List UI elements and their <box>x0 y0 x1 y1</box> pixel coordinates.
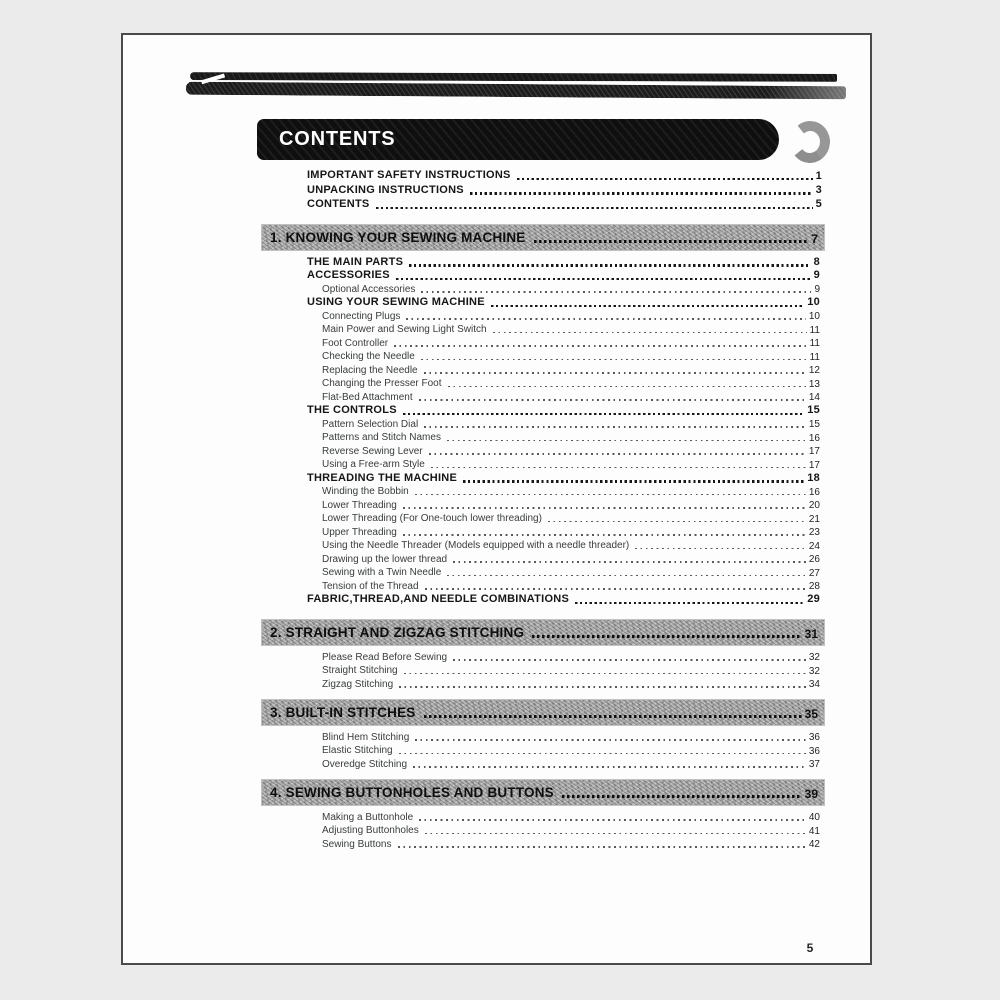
section-title: 4. SEWING BUTTONHOLES AND BUTTONS <box>270 785 554 800</box>
dotted-leader <box>403 507 806 509</box>
section-sewing-buttonholes-and-buttons <box>262 780 824 851</box>
dotted-leader <box>409 264 810 266</box>
toc-item-label: Changing the Presser Foot <box>322 378 442 390</box>
toc-item-page: 9 <box>814 284 820 295</box>
toc-row <box>307 824 820 838</box>
dotted-leader <box>424 372 806 374</box>
toc-item-label: Sewing Buttons <box>322 838 392 850</box>
page-number: 5 <box>806 941 814 955</box>
toc-row <box>307 363 820 377</box>
toc-row <box>307 744 820 758</box>
toc-row <box>307 390 820 404</box>
section-items <box>307 650 820 691</box>
toc-item-page: 11 <box>809 324 820 336</box>
dotted-leader <box>453 561 806 563</box>
toc-item-page: 40 <box>808 812 820 823</box>
toc-item-page: 32 <box>808 652 820 663</box>
toc-row <box>307 579 820 593</box>
toc-item-label: THE MAIN PARTS <box>307 255 404 268</box>
toc-row <box>307 350 820 364</box>
toc-item-label: THREADING THE MACHINE <box>307 471 458 484</box>
toc-item-page: 13 <box>808 378 820 390</box>
section-page-number: 7 <box>811 231 818 246</box>
toc-item-label: Flat-Bed Attachment <box>322 391 413 403</box>
toc-row <box>307 664 820 678</box>
dotted-leader <box>448 386 806 388</box>
toc-item-page: 36 <box>808 745 820 757</box>
toc-row <box>307 539 820 553</box>
toc-row <box>307 730 820 744</box>
toc-row <box>307 471 820 485</box>
section-items <box>307 730 820 771</box>
toc-row <box>307 810 820 824</box>
toc-item-label: Using a Free-arm Style <box>322 459 425 471</box>
dotted-leader <box>562 795 802 798</box>
toc-item-label: Lower Threading <box>322 499 397 511</box>
dotted-leader <box>431 467 806 469</box>
toc-item-page: 24 <box>808 540 820 552</box>
dotted-leader <box>403 413 804 415</box>
toc-item-label: Foot Controller <box>322 337 389 349</box>
toc-item-label: Straight Stitching <box>322 665 398 677</box>
toc-item-label: Main Power and Sewing Light Switch <box>322 324 487 336</box>
dotted-leader <box>447 575 806 577</box>
toc-item-page: 14 <box>808 392 820 403</box>
toc-item-page: 17 <box>808 459 820 471</box>
toc-item-page: 28 <box>808 581 820 592</box>
toc-row <box>307 525 820 539</box>
toc-row <box>307 282 820 296</box>
banner-crescent-decoration <box>788 119 832 165</box>
section-built-in-stitches <box>262 700 824 771</box>
toc-item-label: Drawing up the lower thread <box>322 553 448 565</box>
toc-item-label: Reverse Sewing Lever <box>322 445 423 457</box>
dotted-leader <box>425 833 806 835</box>
toc-item-page: 9 <box>813 269 820 282</box>
toc-item-page: 23 <box>808 527 820 538</box>
toc-row <box>307 377 820 391</box>
toc-item-page: 8 <box>813 255 820 268</box>
dotted-leader <box>575 602 804 604</box>
dotted-leader <box>635 548 806 550</box>
front-matter-list <box>307 168 822 211</box>
dotted-leader <box>404 673 806 675</box>
toc-item-page: 36 <box>808 732 820 743</box>
dotted-leader <box>493 332 807 334</box>
toc-row <box>307 485 820 499</box>
toc-item-label: Elastic Stitching <box>322 745 393 757</box>
dotted-leader <box>376 207 813 209</box>
toc-item-label: IMPORTANT SAFETY INSTRUCTIONS <box>307 169 511 182</box>
toc-item-label: Using the Needle Threader (Models equipped with a needle threader) <box>322 540 630 552</box>
section-heading-band <box>262 620 824 645</box>
contents-banner <box>257 119 779 160</box>
dotted-leader <box>534 240 809 243</box>
section-title: 2. STRAIGHT AND ZIGZAG STITCHING <box>270 625 525 640</box>
toc-row <box>307 837 820 851</box>
toc-item-page: 37 <box>808 759 820 770</box>
toc-item-label: Please Read Before Sewing <box>322 651 448 663</box>
toc-item-label: Upper Threading <box>322 526 397 538</box>
dotted-leader <box>419 399 806 401</box>
toc-item-label: ACCESSORIES <box>307 269 390 282</box>
toc-row <box>307 757 820 771</box>
toc-item-label: Optional Accessories <box>322 283 416 295</box>
toc-item-page: 15 <box>808 419 820 430</box>
toc-item-label: Adjusting Buttonholes <box>322 825 419 837</box>
top-bar-lower-stripe <box>186 82 846 100</box>
toc-row <box>307 552 820 566</box>
toc-item-label: Checking the Needle <box>322 351 415 363</box>
section-heading-band <box>262 700 824 725</box>
section-heading-band <box>262 780 824 805</box>
dotted-leader <box>419 819 806 821</box>
dotted-leader <box>398 846 806 848</box>
dotted-leader <box>415 494 806 496</box>
toc-row <box>307 512 820 526</box>
section-page-number: 35 <box>804 706 818 721</box>
dotted-leader <box>424 715 802 718</box>
toc-row <box>307 269 820 283</box>
section-page-number: 39 <box>804 786 818 801</box>
toc-item-page: 16 <box>808 486 820 498</box>
dotted-leader <box>548 521 806 523</box>
toc-row <box>307 182 822 196</box>
toc-item-page: 16 <box>808 432 820 444</box>
toc-item-label: Sewing with a Twin Needle <box>322 567 442 579</box>
dotted-leader <box>491 305 804 307</box>
toc-item-label: CONTENTS <box>307 198 370 211</box>
toc-item-page: 12 <box>808 365 820 376</box>
toc-item-page: 41 <box>808 825 820 837</box>
toc-item-label: Zigzag Stitching <box>322 678 394 690</box>
toc-item-label: FABRIC,THREAD,AND NEEDLE COMBINATIONS <box>307 593 570 606</box>
toc-item-label: Overedge Stitching <box>322 758 408 770</box>
toc-item-label: THE CONTROLS <box>307 404 397 417</box>
toc-item-label: Tension of the Thread <box>322 580 419 592</box>
toc-item-page: 21 <box>808 513 820 525</box>
dotted-leader <box>399 753 806 755</box>
toc-item-page: 5 <box>815 198 822 211</box>
toc-row <box>307 168 822 182</box>
dotted-leader <box>399 686 806 688</box>
toc-item-page: 11 <box>809 338 820 349</box>
dotted-leader <box>394 345 806 347</box>
toc-row <box>307 336 820 350</box>
section-items <box>307 255 820 606</box>
toc-item-page: 42 <box>808 839 820 850</box>
contents-banner-title: CONTENTS <box>279 128 396 150</box>
toc-row <box>307 431 820 445</box>
toc-item-page: 17 <box>808 446 820 457</box>
section-page-number: 31 <box>804 626 818 641</box>
toc-row <box>307 323 820 337</box>
toc-row <box>307 650 820 664</box>
toc-item-page: 11 <box>809 351 820 363</box>
toc-item-page: 34 <box>808 679 820 690</box>
toc-row <box>307 197 822 211</box>
toc-row <box>307 498 820 512</box>
toc-item-page: 20 <box>808 500 820 511</box>
toc-item-page: 18 <box>807 471 820 484</box>
toc-item-page: 29 <box>807 593 820 606</box>
toc-row <box>307 417 820 431</box>
toc-item-page: 27 <box>808 567 820 579</box>
toc-item-page: 3 <box>815 184 822 197</box>
toc-row <box>307 444 820 458</box>
dotted-leader <box>453 659 806 661</box>
dotted-leader <box>406 318 805 320</box>
toc-row <box>307 458 820 472</box>
dotted-leader <box>421 291 811 293</box>
toc-item-page: 32 <box>808 665 820 677</box>
dotted-leader <box>421 359 807 361</box>
dotted-leader <box>403 534 806 536</box>
section-title: 3. BUILT-IN STITCHES <box>270 705 416 720</box>
dotted-leader <box>415 739 806 741</box>
toc-item-label: UNPACKING INSTRUCTIONS <box>307 183 464 196</box>
toc-row <box>307 255 820 269</box>
toc-item-page: 26 <box>808 554 820 565</box>
dotted-leader <box>429 453 806 455</box>
toc-item-page: 10 <box>807 296 820 309</box>
toc-item-label: Pattern Selection Dial <box>322 418 419 430</box>
dotted-leader <box>447 440 806 442</box>
dotted-leader <box>413 766 806 768</box>
toc-row <box>307 296 820 310</box>
section-items <box>307 810 820 851</box>
toc-item-page: 1 <box>815 169 822 182</box>
toc-item-page: 10 <box>808 311 820 322</box>
dotted-leader <box>470 192 813 194</box>
toc-row <box>307 404 820 418</box>
section-heading-band <box>262 225 824 250</box>
document-page <box>121 33 872 965</box>
dotted-leader <box>424 426 806 428</box>
toc-item-page: 15 <box>807 404 820 417</box>
toc-item-label: Making a Buttonhole <box>322 811 414 823</box>
toc-item-label: Winding the Bobbin <box>322 486 409 498</box>
decorative-top-bar <box>186 71 846 103</box>
toc-row <box>307 677 820 691</box>
toc-item-label: Patterns and Stitch Names <box>322 432 441 444</box>
section-knowing-your-sewing-machine <box>262 225 824 606</box>
toc-item-label: Blind Hem Stitching <box>322 731 410 743</box>
toc-item-label: Lower Threading (For One-touch lower threading) <box>322 513 542 525</box>
section-straight-and-zigzag-stitching <box>262 620 824 691</box>
dotted-leader <box>425 588 806 590</box>
dotted-leader <box>517 178 813 180</box>
top-bar-upper-stripe <box>190 72 837 82</box>
dotted-leader <box>463 480 804 482</box>
toc-item-label: Replacing the Needle <box>322 364 418 376</box>
dotted-leader <box>532 635 801 638</box>
toc-row <box>307 309 820 323</box>
toc-item-label: USING YOUR SEWING MACHINE <box>307 296 485 309</box>
section-title: 1. KNOWING YOUR SEWING MACHINE <box>270 230 526 245</box>
toc-row <box>307 593 820 607</box>
toc-item-label: Connecting Plugs <box>322 310 401 322</box>
dotted-leader <box>396 278 811 280</box>
toc-row <box>307 566 820 580</box>
